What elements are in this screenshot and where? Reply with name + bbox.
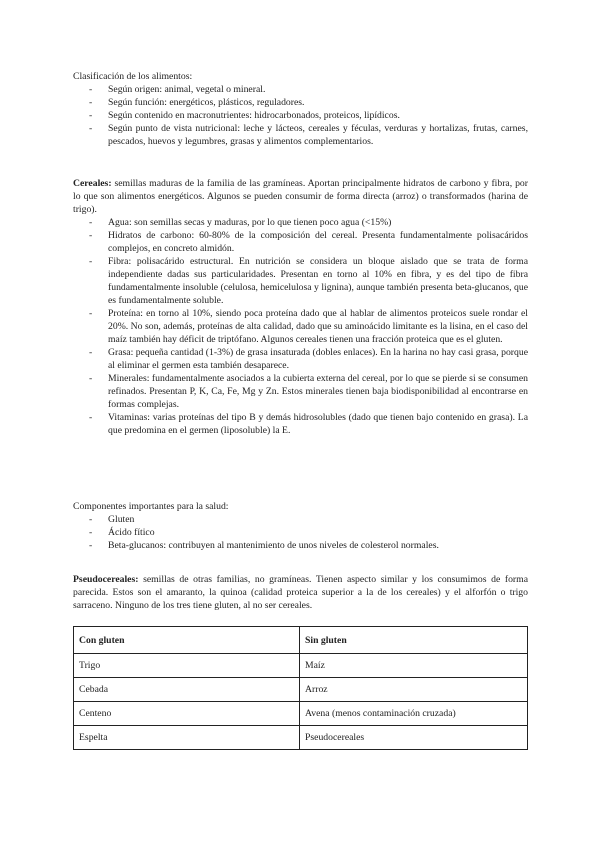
- list-item: - Vitaminas: varias proteínas del tipo B y demás hidrosolubles (dado que tienen bajo contenido en grasa). La que predomina en el germen (liposoluble) la E.: [73, 411, 528, 437]
- table-cell: Pseudocereales: [300, 726, 528, 750]
- gluten-table: [73, 626, 528, 750]
- table-cell: Arroz: [300, 678, 528, 702]
- table-header-cell: Con gluten: [74, 627, 300, 654]
- health-list: [73, 513, 528, 552]
- list-item: - Ácido fítico: [73, 526, 528, 539]
- list-item: - Hidratos de carbono: 60-80% de la composición del cereal. Presenta fundamentalmente polisacáridos complejos, en concreto almidón.: [73, 229, 528, 255]
- classification-section: [73, 70, 528, 148]
- list-item: - Proteína: en torno al 10%, siendo poca proteína dado que al hablar de alimentos proteicos suele rondar el 20%. No son, además, proteínas de alta calidad, dado que su aminoácido limitante es la lisina, en el caso del maíz también hay déficit de triptófano. Algunos cereales tienen una fracción proteica que es el gluten.: [73, 307, 528, 346]
- list-item: - Según origen: animal, vegetal o mineral.: [73, 83, 528, 96]
- table-cell: Espelta: [74, 726, 300, 750]
- table-cell: Trigo: [74, 654, 300, 678]
- table-row: [74, 678, 528, 702]
- pseudocereals-text: semillas de otras familias, no gramíneas. Tienen aspecto similar y los consumimos de forma parecida. Estos son el amaranto, la quinoa (calidad proteica superior a la de los cereales) y el alforfón o trigo sarraceno. Ninguno de los tres tiene gluten, al no ser cereales.: [73, 574, 528, 611]
- pseudocereals-section: [73, 573, 528, 612]
- table-row: [74, 726, 528, 750]
- list-item: - Minerales: fundamentalmente asociados a la cubierta externa del cereal, por lo que se pierde si se consumen refinados. Presentan P, K, Ca, Fe, Mg y Zn. Estos minerales tienen baja biodisponibilidad al encontrarse en formas complejas.: [73, 372, 528, 411]
- list-item: - Fibra: polisacárido estructural. En nutrición se considera un bloque aislado que se trata de forma independiente dadas sus particularidades. Presentan en torno al 10% en fibra, y es del tipo de fibra fundamentalmente insoluble (celulosa, hemicelulosa y lignina), aunque también presenta beta-glucanos, que es fundamentalmente soluble.: [73, 255, 528, 307]
- pseudocereals-paragraph: [73, 573, 528, 612]
- list-item: - Grasa: pequeña cantidad (1-3%) de grasa insaturada (dobles enlaces). En la harina no hay casi grasa, porque al eliminar el germen esta también desaparece.: [73, 346, 528, 372]
- cereals-term: Cereales:: [73, 178, 112, 189]
- table-cell: Cebada: [74, 678, 300, 702]
- health-section: [73, 500, 528, 552]
- classification-list: [73, 83, 528, 148]
- table-cell: Maíz: [300, 654, 528, 678]
- list-item: - Según punto de vista nutricional: leche y lácteos, cereales y féculas, verduras y hortalizas, frutas, carnes, pescados, huevos y legumbres, grasas y alimentos complementarios.: [73, 122, 528, 148]
- health-title: Componentes importantes para la salud:: [73, 501, 229, 512]
- table-cell: Centeno: [74, 702, 300, 726]
- list-item: - Según función: energéticos, plásticos, reguladores.: [73, 96, 528, 109]
- table-row: [74, 654, 528, 678]
- table-header-cell: Sin gluten: [300, 627, 528, 654]
- table-row: [74, 702, 528, 726]
- cereals-section: [73, 177, 528, 437]
- list-item: - Beta-glucanos: contribuyen al mantenimiento de unos niveles de colesterol normales.: [73, 539, 528, 552]
- table-cell: Avena (menos contaminación cruzada): [300, 702, 528, 726]
- classification-title: Clasificación de los alimentos:: [73, 71, 193, 82]
- table-header-row: [74, 627, 528, 654]
- list-item: - Gluten: [73, 513, 528, 526]
- cereals-intro-text: semillas maduras de la familia de las gramíneas. Aportan principalmente hidratos de carbono y fibra, por lo que son alimentos energéticos. Algunos se pueden consumir de forma directa (arroz) o transformados (harina de trigo).: [73, 178, 528, 215]
- list-item: - Agua: son semillas secas y maduras, por lo que tienen poco agua (<15%): [73, 216, 528, 229]
- list-item: - Según contenido en macronutrientes: hidrocarbonados, proteicos, lipídicos.: [73, 109, 528, 122]
- pseudocereals-term: Pseudocereales:: [73, 574, 139, 585]
- cereals-list: [73, 216, 528, 437]
- cereals-intro: [73, 177, 528, 216]
